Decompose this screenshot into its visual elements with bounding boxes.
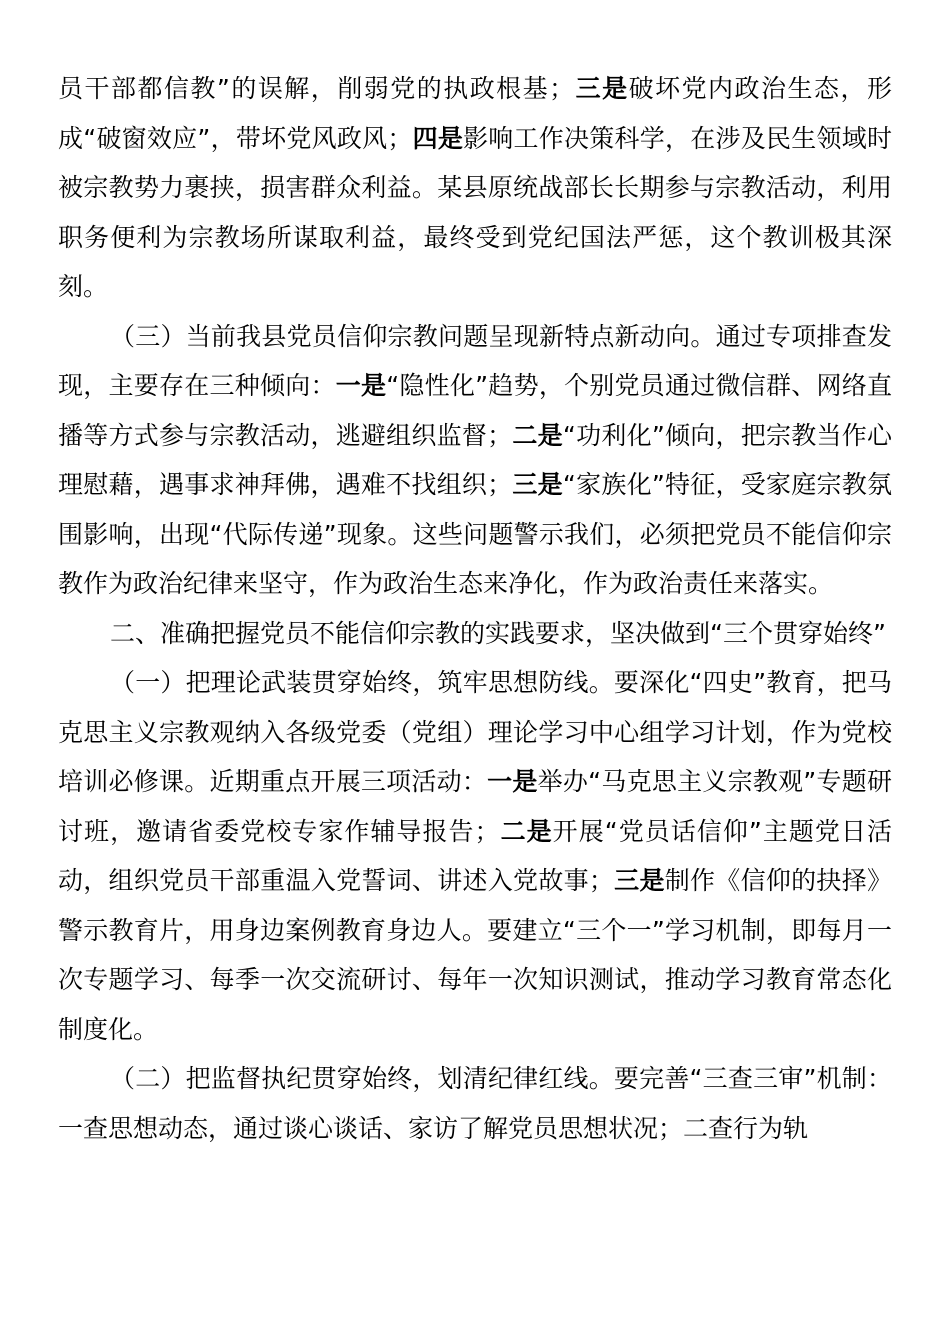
- document-page: [58, 64, 892, 1153]
- paragraph-subsection-2: [58, 1054, 892, 1153]
- text-segment: “隐性化”趋势，个别党员通过微信群、网络直播等方式参与宗教活动，逃避组织监督；: [58, 371, 892, 450]
- section-heading-2: [58, 609, 892, 659]
- text-segment: （二）把监督执纪贯穿始终，划清纪律红线。要完善“三查三审”机制：一查思想动态，通过谈心谈话、家访了解党员思想状况；二查行为轨: [58, 1064, 892, 1143]
- text-segment: （三）当前我县党员信仰宗教问题呈现新特点新动向。通过专项排查发现，主要存在三种倾向：: [58, 321, 892, 400]
- bold-marker: 一是: [335, 371, 387, 400]
- paragraph-subsection-1: [58, 658, 892, 1054]
- text-segment: 举办“马克思主义宗教观”专题研讨班，邀请省委党校专家作辅导报告；: [58, 767, 892, 846]
- text-segment: 员干部都信教”的误解，削弱党的执政根基；: [58, 74, 575, 103]
- text-segment: “家族化”特征，受家庭宗教氛围影响，出现“代际传递”现象。这些问题警示我们，必须把党员不能信仰宗教作为政治纪律来坚守，作为政治生态来净化，作为政治责任来落实。: [58, 470, 892, 598]
- paragraph-section-3: [58, 312, 892, 609]
- bold-marker: 一是: [487, 767, 538, 796]
- bold-marker: 四是: [412, 123, 464, 153]
- heading-text: 二、准确把握党员不能信仰宗教的实践要求，坚决做到“三个贯穿始终”: [110, 618, 886, 648]
- bold-marker: 三是: [512, 470, 563, 499]
- text-segment: 制作《信仰的抉择》警示教育片，用身边案例教育身边人。要建立“三个一”学习机制，即每月一次专题学习、每季一次交流研讨、每年一次知识测试，推动学习教育常态化制度化。: [58, 866, 892, 1044]
- text-segment: “功利化”倾向，把宗教当作心理慰藉，遇事求神拜佛，遇难不找组织；: [58, 420, 892, 499]
- text-segment: （一）把理论武装贯穿始终，筑牢思想防线。要深化“四史”教育，把马克思主义宗教观纳入各级党委（党组）理论学习中心组学习计划，作为党校培训必修课。近期重点开展三项活动：: [58, 668, 892, 796]
- text-segment: 开展“党员话信仰”主题党日活动，组织党员干部重温入党誓词、讲述入党故事；: [58, 816, 892, 895]
- text-segment: 影响工作决策科学，在涉及民生领域时被宗教势力裹挟，损害群众利益。某县原统战部长长期参与宗教活动，利用职务便利为宗教场所谋取利益，最终受到党纪国法严惩，这个教训极其深刻。: [58, 123, 892, 301]
- paragraph-continued: [58, 64, 892, 312]
- bold-marker: 二是: [499, 816, 553, 846]
- bold-marker: 三是: [613, 866, 665, 895]
- bold-marker: 二是: [512, 420, 563, 450]
- bold-marker: 三是: [574, 74, 629, 103]
- text-segment: 破坏党内政治生态，形成“破窗效应”，带坏党风政风；: [58, 74, 892, 153]
